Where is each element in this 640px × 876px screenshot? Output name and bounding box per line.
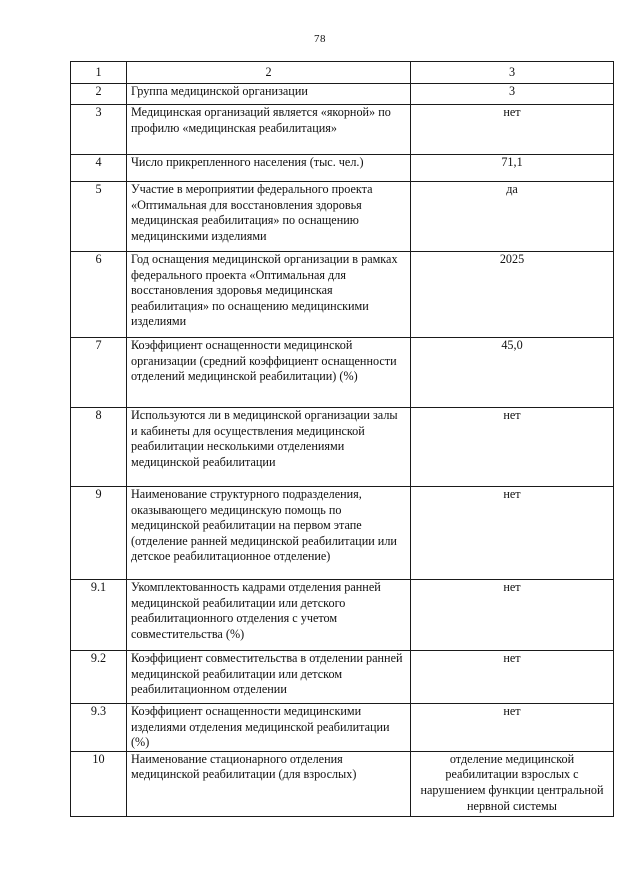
row-label: Укомплектованность кадрами отделения ранней медицинской реабилитации или детского реабилитационного отделения с учетом совместительства (%) xyxy=(127,580,411,651)
row-label: Медицинская организаций является «якорной» по профилю «медицинская реабилитация» xyxy=(127,105,411,155)
row-number: 7 xyxy=(71,338,127,408)
table-row xyxy=(71,704,614,752)
table-row xyxy=(71,182,614,252)
row-number: 9.1 xyxy=(71,580,127,651)
column-header-1: 1 xyxy=(71,62,127,84)
row-number: 2 xyxy=(71,84,127,105)
row-number: 3 xyxy=(71,105,127,155)
table-row xyxy=(71,84,614,105)
table-row xyxy=(71,487,614,580)
row-value: да xyxy=(411,182,614,252)
row-value: нет xyxy=(411,580,614,651)
table-row xyxy=(71,338,614,408)
table-row xyxy=(71,105,614,155)
row-value: 71,1 xyxy=(411,155,614,182)
row-value: отделение медицинской реабилитации взрослых с нарушением функции центральной нервной системы xyxy=(411,751,614,816)
table-row xyxy=(71,580,614,651)
row-number: 9 xyxy=(71,487,127,580)
row-value: нет xyxy=(411,105,614,155)
row-label: Коэффициент совместительства в отделении ранней медицинской реабилитации или детском реабилитационном отделении xyxy=(127,651,411,704)
row-label: Наименование стационарного отделения медицинской реабилитации (для взрослых) xyxy=(127,751,411,816)
data-table xyxy=(70,61,614,817)
row-number: 4 xyxy=(71,155,127,182)
row-label: Группа медицинской организации xyxy=(127,84,411,105)
table-row xyxy=(71,252,614,338)
row-number: 9.3 xyxy=(71,704,127,752)
row-value: 3 xyxy=(411,84,614,105)
row-number: 5 xyxy=(71,182,127,252)
column-header-2: 2 xyxy=(127,62,411,84)
page-number: 78 xyxy=(314,33,326,45)
row-value: 45,0 xyxy=(411,338,614,408)
row-number: 8 xyxy=(71,408,127,487)
row-label: Используются ли в медицинской организации залы и кабинеты для осуществления медицинской реабилитации несколькими отделениями медицинской реабилитации xyxy=(127,408,411,487)
row-label: Число прикрепленного населения (тыс. чел.) xyxy=(127,155,411,182)
row-value: нет xyxy=(411,704,614,752)
row-value: 2025 xyxy=(411,252,614,338)
row-label: Наименование структурного подразделения, оказывающего медицинскую помощь по медицинской реабилитации на первом этапе (отделение ранней медицинской реабилитации или детское реабилитационное отделение) xyxy=(127,487,411,580)
row-number: 6 xyxy=(71,252,127,338)
row-label: Участие в мероприятии федерального проекта «Оптимальная для восстановления здоровья медицинская реабилитация» по оснащению медицинскими изделиями xyxy=(127,182,411,252)
row-value: нет xyxy=(411,651,614,704)
column-header-3: 3 xyxy=(411,62,614,84)
row-number: 9.2 xyxy=(71,651,127,704)
row-label: Год оснащения медицинской организации в рамках федерального проекта «Оптимальная для восстановления здоровья медицинская реабилитация» по оснащению медицинскими изделиями xyxy=(127,252,411,338)
row-label: Коэффициент оснащенности медицинской организации (средний коэффициент оснащенности отделений медицинской реабилитации) (%) xyxy=(127,338,411,408)
table-row xyxy=(71,651,614,704)
table-header-row xyxy=(71,62,614,84)
row-label: Коэффициент оснащенности медицинскими изделиями отделения медицинской реабилитации (%) xyxy=(127,704,411,752)
table-row xyxy=(71,155,614,182)
row-number: 10 xyxy=(71,751,127,816)
row-value: нет xyxy=(411,408,614,487)
row-value: нет xyxy=(411,487,614,580)
table-row xyxy=(71,408,614,487)
table-row xyxy=(71,751,614,816)
